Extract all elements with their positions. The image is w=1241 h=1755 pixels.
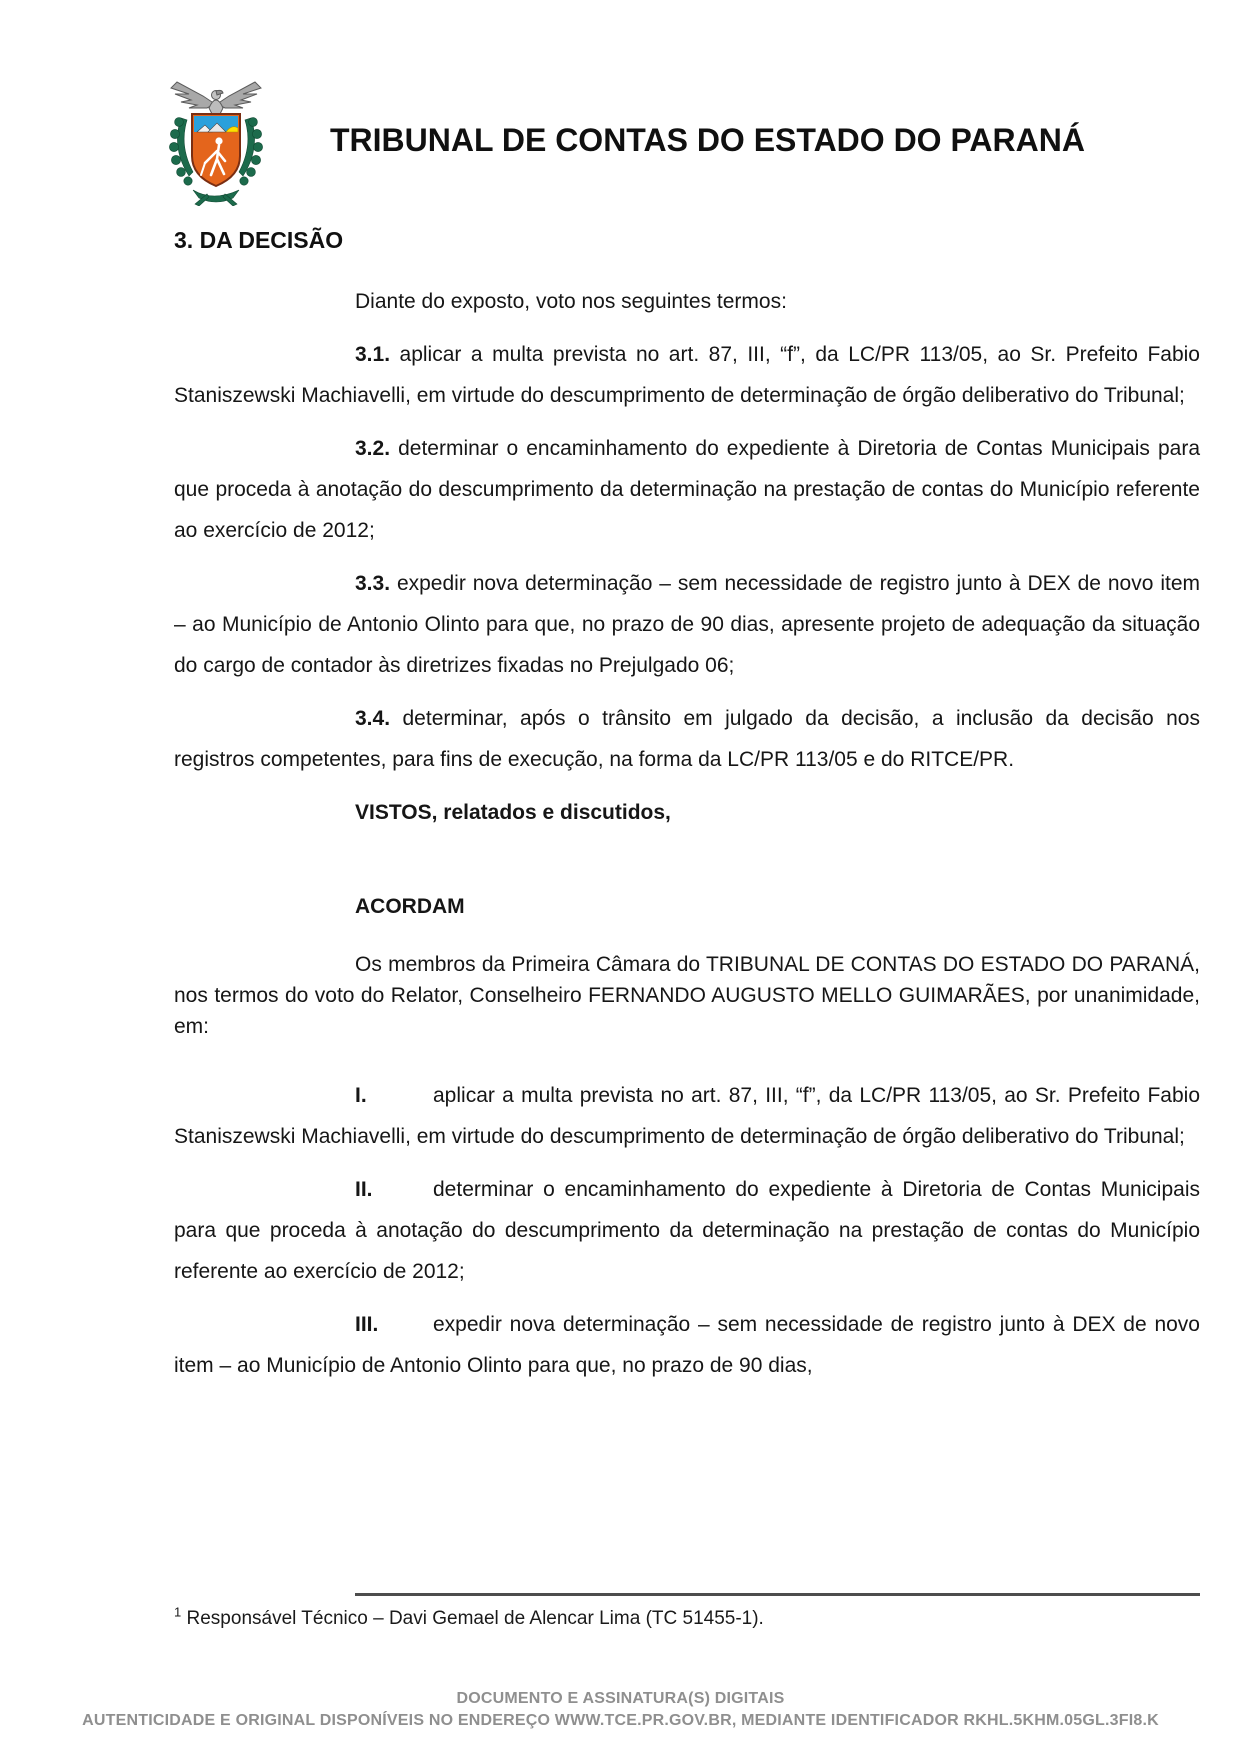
acordam-heading: ACORDAM	[355, 895, 465, 918]
item-text: aplicar a multa prevista no art. 87, III, “f”, da LC/PR 113/05, ao Sr. Prefeito Fabio Staniszewski Machiavelli, em virtude do descumprimento de determinação de órgão deliberativo do Tribunal;	[174, 1084, 1200, 1148]
item-text: expedir nova determinação – sem necessidade de registro junto à DEX de novo item – ao Município de Antonio Olinto para que, no prazo de 90 dias,	[174, 1313, 1200, 1377]
footnote-text: Responsável Técnico – Davi Gemael de Alencar Lima (TC 51455-1).	[186, 1608, 764, 1629]
page-title: TRIBUNAL DE CONTAS DO ESTADO DO PARANÁ	[330, 122, 1085, 158]
coat-of-arms-icon	[163, 78, 269, 206]
footnote-marker: 1	[174, 1604, 182, 1620]
paragraph-number: 3.1.	[355, 343, 391, 366]
item-numeral: III.	[355, 1313, 379, 1336]
vistos-line: VISTOS, relatados e discutidos,	[355, 801, 671, 824]
item-numeral: II.	[355, 1178, 373, 1201]
document-body	[174, 226, 1200, 1398]
footnote-separator	[355, 1593, 1200, 1596]
paragraph-number: 3.3.	[355, 572, 391, 595]
footer-line-digital-signature: DOCUMENTO E ASSINATURA(S) DIGITAIS	[456, 1690, 785, 1707]
item-numeral: I.	[355, 1084, 367, 1107]
paragraph-3-4	[174, 698, 1200, 780]
page-footer	[0, 1688, 1241, 1732]
paragraph-3-2	[174, 428, 1200, 551]
paragraph-text: aplicar a multa prevista no art. 87, III, “f”, da LC/PR 113/05, ao Sr. Prefeito Fabio Staniszewski Machiavelli, em virtude do descumprimento de determinação de órgão deliberativo do Tribunal;	[174, 343, 1200, 407]
paragraph-3-1	[174, 334, 1200, 416]
paragraph-text: expedir nova determinação – sem necessidade de registro junto à DEX de novo item – ao Município de Antonio Olinto para que, no prazo de 90 dias, apresente projeto de adequação da situação do cargo de contador às diretrizes fixadas no Prejulgado 06;	[174, 572, 1200, 677]
item-II	[174, 1169, 1200, 1292]
item-III	[174, 1304, 1200, 1386]
paragraph-number: 3.2.	[355, 437, 391, 460]
item-I	[174, 1075, 1200, 1157]
acordam-paragraph: Os membros da Primeira Câmara do TRIBUNAL DE CONTAS DO ESTADO DO PARANÁ, nos termos do voto do Relator, Conselheiro FERNANDO AUGUSTO MELLO GUIMARÃES, por unanimidade, em:	[174, 953, 1200, 1038]
section-heading: 3. DA DECISÃO	[174, 227, 344, 253]
paragraph-text: determinar, após o trânsito em julgado da decisão, a inclusão da decisão nos registros competentes, para fins de execução, na forma da LC/PR 113/05 e do RITCE/PR.	[174, 707, 1200, 771]
footer-line-authenticity: AUTENTICIDADE E ORIGINAL DISPONÍVEIS NO ENDEREÇO WWW.TCE.PR.GOV.BR, MEDIANTE IDENTIFICADOR RKHL.5KHM.05GL.3FI8.K	[82, 1712, 1159, 1729]
item-text: determinar o encaminhamento do expediente à Diretoria de Contas Municipais para que proceda à anotação do descumprimento da determinação na prestação de contas do Município referente ao exercício de 2012;	[174, 1178, 1200, 1283]
paragraph-text: determinar o encaminhamento do expediente à Diretoria de Contas Municipais para que proceda à anotação do descumprimento da determinação na prestação de contas do Município referente ao exercício de 2012;	[174, 437, 1201, 542]
paragraph-intro: Diante do exposto, voto nos seguintes termos:	[355, 290, 787, 313]
paragraph-number: 3.4.	[355, 707, 391, 730]
footnote	[174, 1606, 1200, 1632]
paragraph-3-3	[174, 563, 1200, 686]
